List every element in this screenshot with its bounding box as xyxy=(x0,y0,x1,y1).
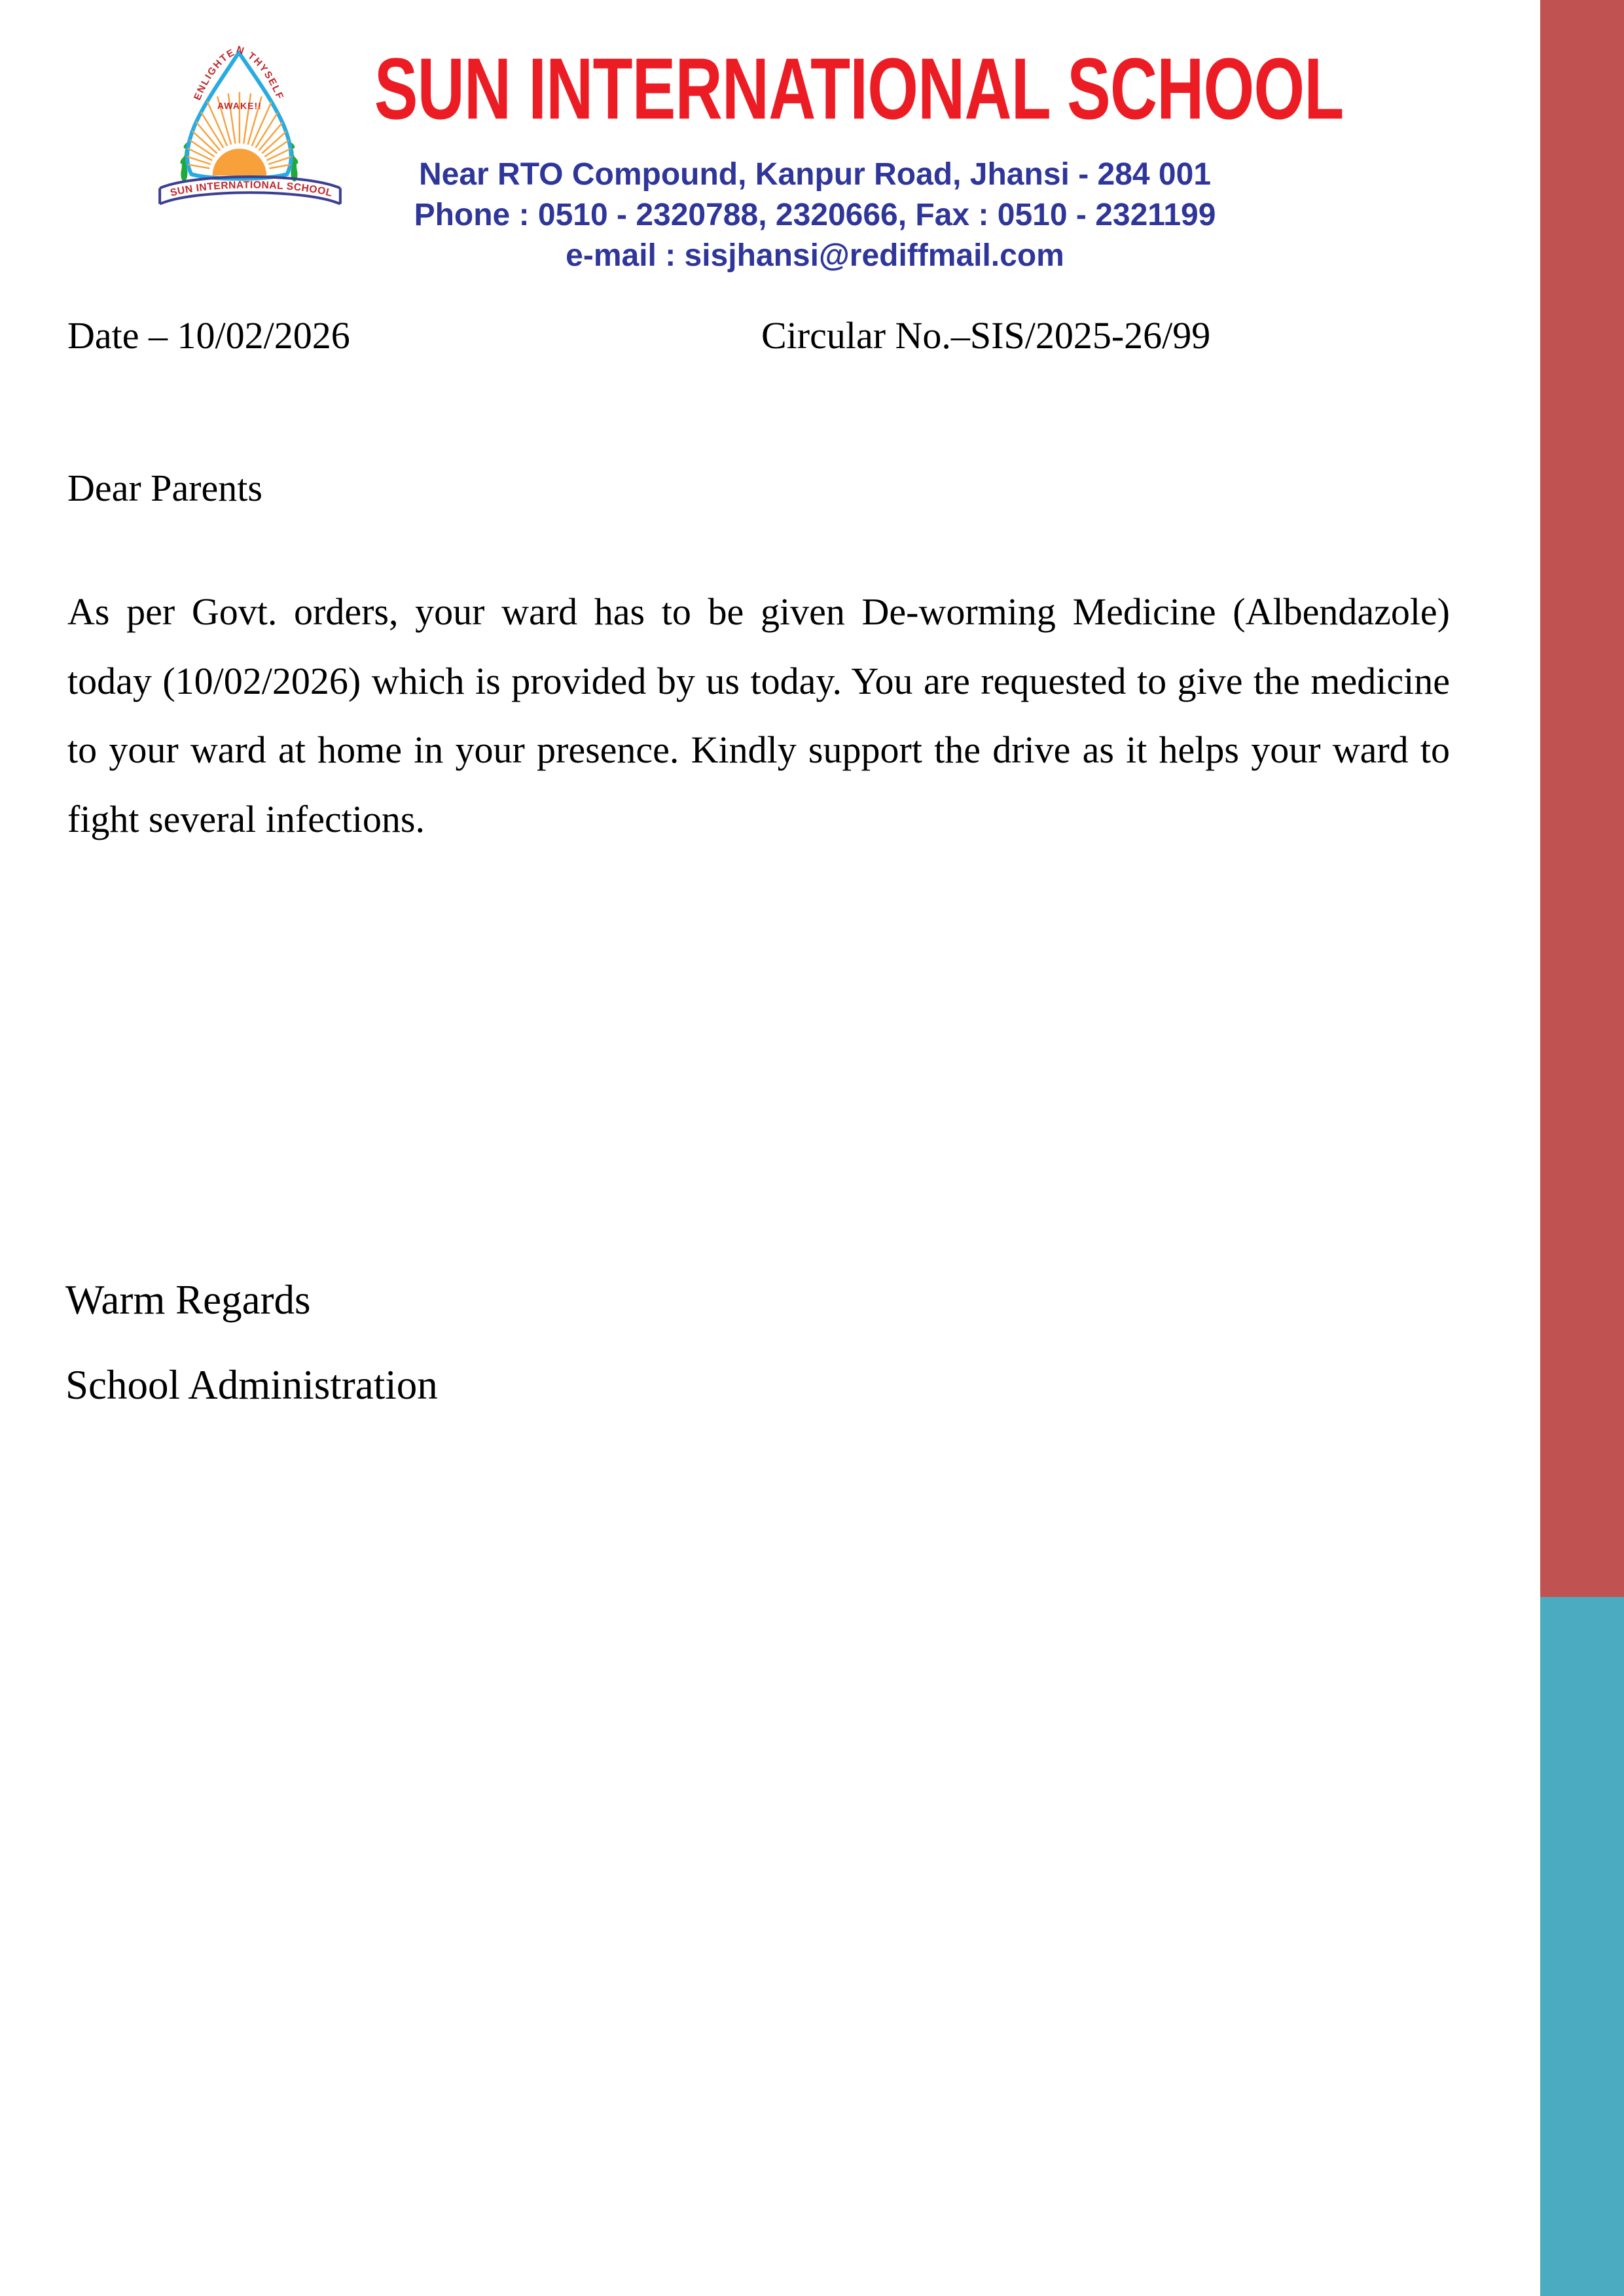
logo-motto-arc-text: ENLIGHTEN THYSELF xyxy=(192,44,286,102)
date-row xyxy=(67,313,1454,359)
body-paragraph: As per Govt. orders, your ward has to be given De-worming Medicine (Albendazole) today (10/02/2026) which is provided by us today. You are requested to give the medicine to your ward at home in your presence. Kindly support the drive as it helps your ward to fight several infections. xyxy=(67,590,1450,840)
signature-text: School Administration xyxy=(65,1362,438,1408)
closing-text: Warm Regards xyxy=(65,1277,311,1323)
logo-banner-text: SUN INTERNATIONAL SCHOOL xyxy=(169,179,334,200)
school-contact-block xyxy=(151,154,1479,276)
school-address-line: Near RTO Compound, Kanpur Road, Jhansi - 284 001 xyxy=(418,157,1212,192)
date-label: Date – 10/02/2026 xyxy=(67,314,350,357)
accent-bar-red xyxy=(1540,0,1624,1597)
salutation: Dear Parents xyxy=(67,467,262,509)
school-phone-line: Phone : 0510 - 2320788, 2320666, Fax : 0510 - 2321199 xyxy=(414,198,1216,232)
logo-awake-text: AWAKE!! xyxy=(217,100,262,111)
accent-bar-blue xyxy=(1540,1597,1624,2296)
circular-number: Circular No.–SIS/2025-26/99 xyxy=(761,314,1211,357)
school-name-title: SUN INTERNATIONAL SCHOOL xyxy=(374,40,1344,138)
school-email-line: e-mail : sisjhansi@rediffmail.com xyxy=(566,238,1064,273)
